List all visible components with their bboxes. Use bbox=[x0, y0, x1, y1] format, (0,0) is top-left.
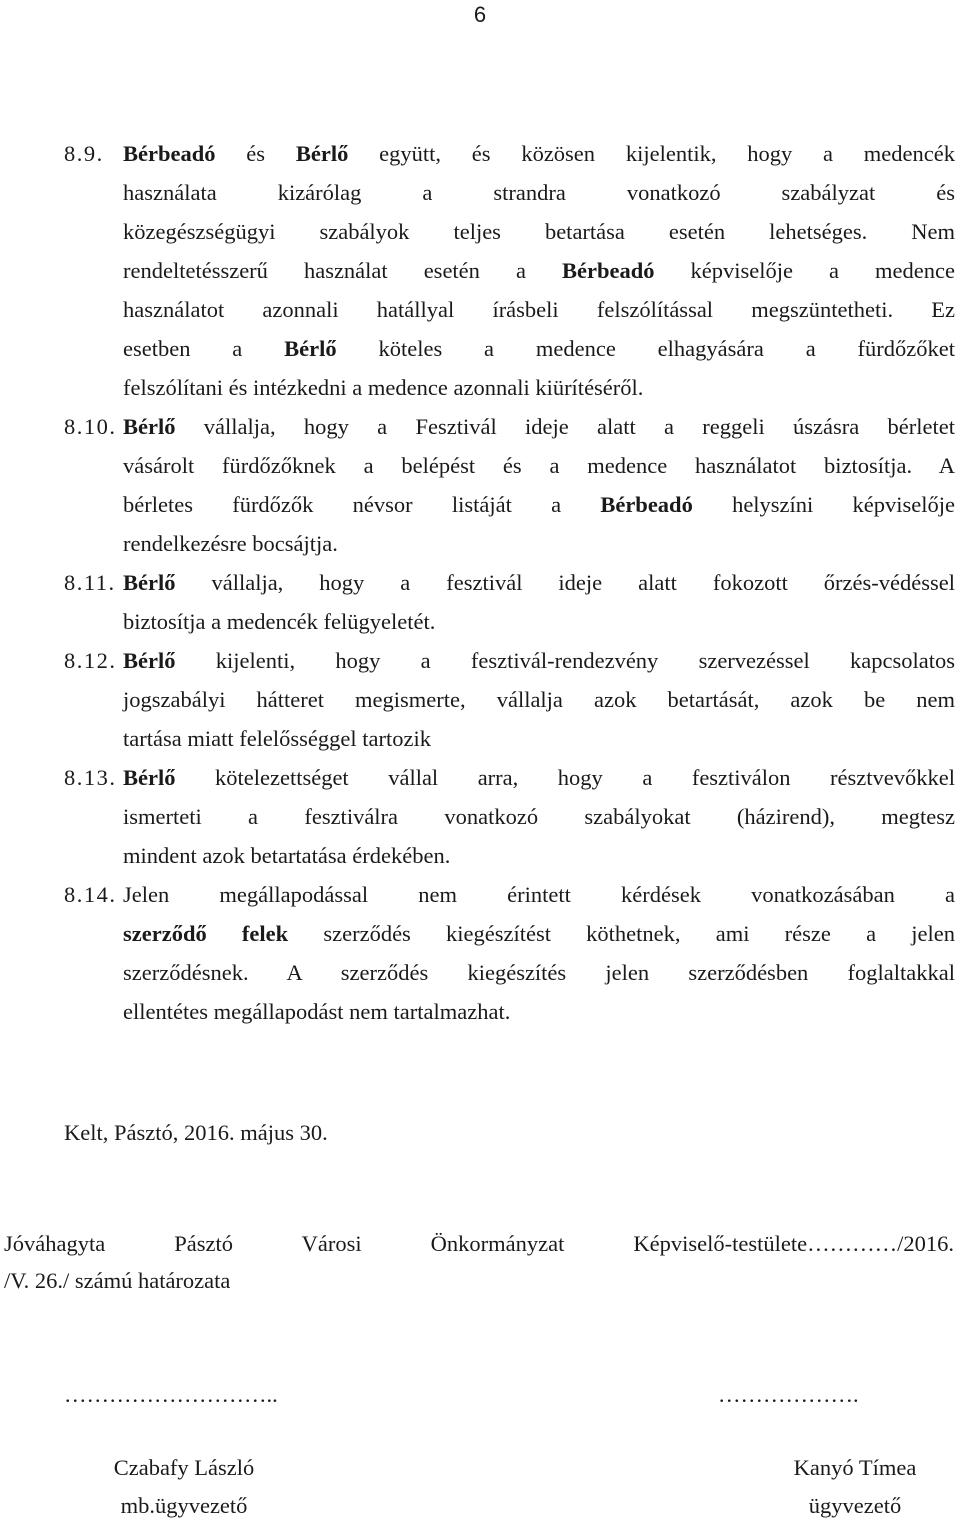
text-run: biztosítja a medencék felügyeletét. bbox=[123, 609, 436, 634]
clause-line bbox=[123, 953, 955, 992]
clause-line bbox=[123, 446, 955, 485]
clause-line bbox=[123, 602, 955, 641]
text-run: bérletes fürdőzők névsor listáját a bbox=[123, 492, 601, 517]
place-and-date: Kelt, Pásztó, 2016. május 30. bbox=[64, 1120, 328, 1145]
bold-term: Bérbeadó bbox=[123, 141, 216, 166]
text-run: Jelen megállapodással nem érintett kérdések vonatkozásában a bbox=[123, 882, 955, 907]
clause-number: 8.14. bbox=[64, 882, 117, 907]
text-run: vásárolt fürdőzőknek a belépést és a medence használatot biztosítja. A bbox=[123, 453, 955, 478]
text-run: és bbox=[215, 141, 296, 166]
signature-line-right: ………………. bbox=[718, 1382, 859, 1407]
bold-term: Bérlő bbox=[295, 141, 349, 166]
text-run: jogszabályi hátteret megismerte, vállalja azok betartását, azok be nem bbox=[123, 687, 955, 712]
signature-line-left: ……………………….. bbox=[64, 1382, 278, 1407]
text-run: mindent azok betartatása érdekében. bbox=[123, 843, 451, 868]
text-run: esetben a bbox=[123, 336, 285, 361]
clause-number: 8.12. bbox=[64, 648, 117, 673]
clause-line bbox=[123, 641, 955, 680]
clause-line bbox=[123, 485, 955, 524]
signatory-left-title: mb.ügyvezető bbox=[120, 1493, 248, 1518]
clause-line bbox=[123, 329, 955, 368]
page-number: 6 bbox=[473, 2, 487, 27]
clause-line bbox=[123, 524, 955, 563]
clause-line bbox=[123, 407, 955, 446]
approval-line-1: Jóváhagyta Pásztó Városi Önkormányzat Képviselő-testülete…………/2016. bbox=[4, 1231, 954, 1256]
text-run: képviselője a medence bbox=[654, 258, 955, 283]
clause-line bbox=[123, 875, 955, 914]
clause-line bbox=[123, 680, 955, 719]
text-run: tartása miatt felelősséggel tartozik bbox=[123, 726, 432, 751]
bold-term: Bérlő bbox=[284, 336, 337, 361]
clause-text bbox=[123, 758, 955, 875]
clause-line bbox=[123, 212, 955, 251]
bold-term: Bérlő bbox=[123, 648, 176, 673]
clause-text bbox=[123, 563, 955, 641]
clause-line bbox=[123, 173, 955, 212]
bold-term: Bérlő bbox=[123, 414, 176, 439]
text-run: rendelkezésre bocsájtja. bbox=[123, 531, 338, 556]
clause-number: 8.10. bbox=[64, 414, 117, 439]
clause-line bbox=[123, 251, 955, 290]
text-run: vállalja, hogy a Fesztivál ideje alatt a reggeli úszásra bérletet bbox=[175, 414, 955, 439]
text-run: helyszíni képviselője bbox=[692, 492, 956, 517]
signatory-left-name: Czabafy László bbox=[113, 1455, 255, 1480]
clause-line bbox=[123, 368, 955, 407]
clause-number: 8.11. bbox=[64, 570, 116, 595]
clause-text bbox=[123, 641, 955, 758]
clause-text bbox=[123, 875, 955, 1031]
clause-line bbox=[123, 836, 955, 875]
clause-text bbox=[123, 407, 955, 563]
clause-line bbox=[123, 914, 955, 953]
text-run: rendeltetésszerű használat esetén a bbox=[123, 258, 562, 283]
clause-line bbox=[123, 290, 955, 329]
clause-text bbox=[123, 134, 955, 407]
approval-line-2: /V. 26./ számú határozata bbox=[4, 1268, 231, 1293]
clause-line bbox=[123, 563, 955, 602]
text-run: használatot azonnali hatállyal írásbeli felszólítással megszüntetheti. Ez bbox=[123, 297, 955, 322]
bold-term: Bérlő bbox=[123, 765, 176, 790]
bold-term: Bérbeadó bbox=[600, 492, 693, 517]
clause-line bbox=[123, 719, 955, 758]
signatory-right-name: Kanyó Tímea bbox=[793, 1455, 917, 1480]
text-run: szerződésnek. A szerződés kiegészítés jelen szerződésben foglaltakkal bbox=[123, 960, 955, 985]
text-run: kijelenti, hogy a fesztivál-rendezvény szervezéssel kapcsolatos bbox=[175, 648, 955, 673]
clause-number: 8.9. bbox=[64, 141, 104, 166]
approval-statement bbox=[4, 1225, 954, 1299]
clause-line bbox=[123, 134, 955, 173]
bold-term: Bérlő bbox=[123, 570, 176, 595]
clause-line bbox=[123, 758, 955, 797]
clause-line bbox=[123, 797, 955, 836]
text-run: felszólítani és intézkedni a medence azonnali kiürítéséről. bbox=[123, 375, 644, 400]
text-run: együtt, és közösen kijelentik, hogy a medencék bbox=[348, 141, 956, 166]
bold-term: Bérbeadó bbox=[561, 258, 655, 283]
text-run: vállalja, hogy a fesztivál ideje alatt fokozott őrzés-védéssel bbox=[175, 570, 955, 595]
text-run: ellentétes megállapodást nem tartalmazhat. bbox=[123, 999, 511, 1024]
text-run: szerződés kiegészítést köthetnek, ami része a jelen bbox=[288, 921, 955, 946]
clause-line bbox=[123, 992, 955, 1031]
text-run: ismerteti a fesztiválra vonatkozó szabályokat (házirend), megtesz bbox=[123, 804, 955, 829]
text-run: köteles a medence elhagyására a fürdőzőket bbox=[336, 336, 955, 361]
clause-number: 8.13. bbox=[64, 765, 117, 790]
text-run: kötelezettséget vállal arra, hogy a fesztiválon résztvevőkkel bbox=[175, 765, 955, 790]
bold-term: szerződő felek bbox=[123, 921, 289, 946]
text-run: közegészségügyi szabályok teljes betartása esetén lehetséges. Nem bbox=[123, 219, 955, 244]
text-run: használata kizárólag a strandra vonatkozó szabályzat és bbox=[123, 180, 955, 205]
signatory-left bbox=[64, 1449, 304, 1525]
signatory-right-title: ügyvezető bbox=[808, 1493, 902, 1518]
signatory-right bbox=[740, 1449, 960, 1525]
